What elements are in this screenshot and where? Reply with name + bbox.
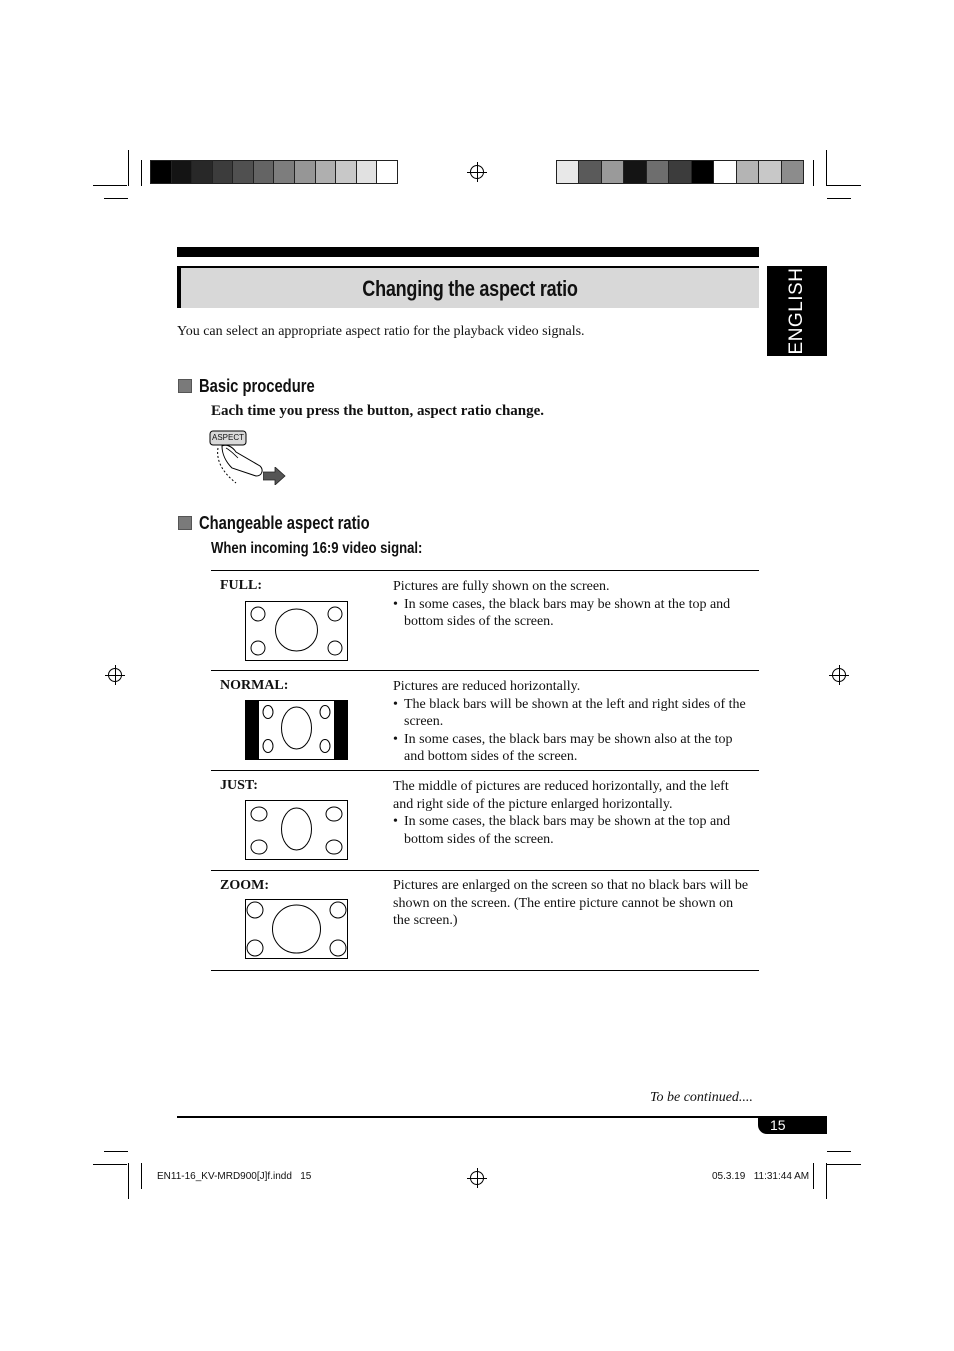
- color-swatch: [336, 161, 357, 183]
- color-swatch: [557, 161, 579, 183]
- aspect-description: [393, 678, 749, 766]
- language-tab-label: ENGLISH: [786, 267, 807, 355]
- color-swatch: [692, 161, 714, 183]
- registration-mark-icon: [470, 165, 484, 179]
- table-divider: [211, 970, 759, 971]
- page-number-tab: [758, 1117, 827, 1134]
- intro-text: You can select an appropriate aspect ratio for the playback video signals.: [177, 324, 585, 339]
- color-swatch: [579, 161, 601, 183]
- color-swatch: [602, 161, 624, 183]
- aspect-bullet: • In some cases, the black bars may be shown at the top and bottom sides of the screen.: [393, 813, 749, 848]
- color-swatch: [377, 161, 397, 183]
- color-swatch: [295, 161, 316, 183]
- color-swatch: [151, 161, 172, 183]
- registration-mark-icon: [108, 668, 122, 682]
- print-file-name: EN11-16_KV-MRD900[J]f.indd 15: [157, 1171, 312, 1182]
- aspect-bullet: • In some cases, the black bars may be shown also at the top and bottom sides of the screen.: [393, 731, 749, 766]
- basic-procedure-instruction: Each time you press the button, aspect ratio change.: [211, 403, 545, 419]
- aspect-label: FULL:: [220, 578, 262, 593]
- color-swatch: [624, 161, 646, 183]
- color-swatch: [213, 161, 234, 183]
- print-timestamp: 05.3.19 11:31:44 AM: [712, 1171, 810, 1182]
- color-swatch: [274, 161, 295, 183]
- color-swatch: [357, 161, 378, 183]
- title-banner: [177, 266, 759, 308]
- full-screen-icon: [245, 601, 348, 661]
- aspect-description-text: Pictures are reduced horizontally.: [393, 679, 581, 694]
- section-marker-icon: [178, 516, 192, 530]
- registration-mark-icon: [832, 668, 846, 682]
- table-divider: [211, 770, 759, 771]
- table-divider: [211, 570, 759, 571]
- incoming-signal-subheading: When incoming 16:9 video signal:: [211, 540, 423, 557]
- color-calibration-bar-right: [556, 160, 804, 184]
- table-divider: [211, 870, 759, 871]
- aspect-description-text: The middle of pictures are reduced horizontally, and the left and right side of the picture enlarged horizontally.: [393, 779, 729, 812]
- aspect-button-illustration: [208, 428, 290, 488]
- title-rule: [177, 247, 759, 257]
- language-tab: [767, 266, 827, 356]
- continued-note: To be continued....: [650, 1090, 753, 1105]
- color-calibration-bar-left: [150, 160, 398, 184]
- aspect-bullet: • In some cases, the black bars may be shown at the top and bottom sides of the screen.: [393, 596, 749, 631]
- aspect-description-text: Pictures are enlarged on the screen so that no black bars will be shown on the screen. (The entire picture cannot be shown on the screen.): [393, 878, 749, 928]
- basic-procedure-heading: Basic procedure: [199, 376, 315, 396]
- table-divider: [211, 670, 759, 671]
- zoom-screen-icon: [245, 899, 348, 959]
- aspect-bullet: • The black bars will be shown at the left and right sides of the screen.: [393, 696, 749, 731]
- footer-rule: [177, 1116, 827, 1118]
- color-swatch: [737, 161, 759, 183]
- color-swatch: [782, 161, 803, 183]
- color-swatch: [714, 161, 736, 183]
- color-swatch: [669, 161, 691, 183]
- aspect-label: ZOOM:: [220, 878, 269, 893]
- just-screen-icon: [245, 800, 348, 860]
- color-swatch: [254, 161, 275, 183]
- aspect-description: [393, 877, 749, 930]
- page-number: 15: [770, 1117, 786, 1133]
- color-swatch: [647, 161, 669, 183]
- aspect-label: JUST:: [220, 778, 258, 793]
- arrow-right-icon: [263, 467, 287, 485]
- aspect-description: [393, 778, 749, 848]
- aspect-label: NORMAL:: [220, 678, 289, 693]
- color-swatch: [316, 161, 337, 183]
- aspect-description-text: Pictures are fully shown on the screen.: [393, 579, 610, 594]
- color-swatch: [759, 161, 781, 183]
- section-marker-icon: [178, 379, 192, 393]
- changeable-aspect-heading: Changeable aspect ratio: [199, 513, 370, 533]
- page-title: Changing the aspect ratio: [362, 276, 578, 301]
- registration-mark-icon: [470, 1171, 484, 1185]
- color-swatch: [172, 161, 193, 183]
- normal-screen-icon: [245, 700, 348, 760]
- color-swatch: [233, 161, 254, 183]
- aspect-description: [393, 578, 749, 631]
- color-swatch: [192, 161, 213, 183]
- aspect-button-label: ASPECT: [212, 433, 245, 442]
